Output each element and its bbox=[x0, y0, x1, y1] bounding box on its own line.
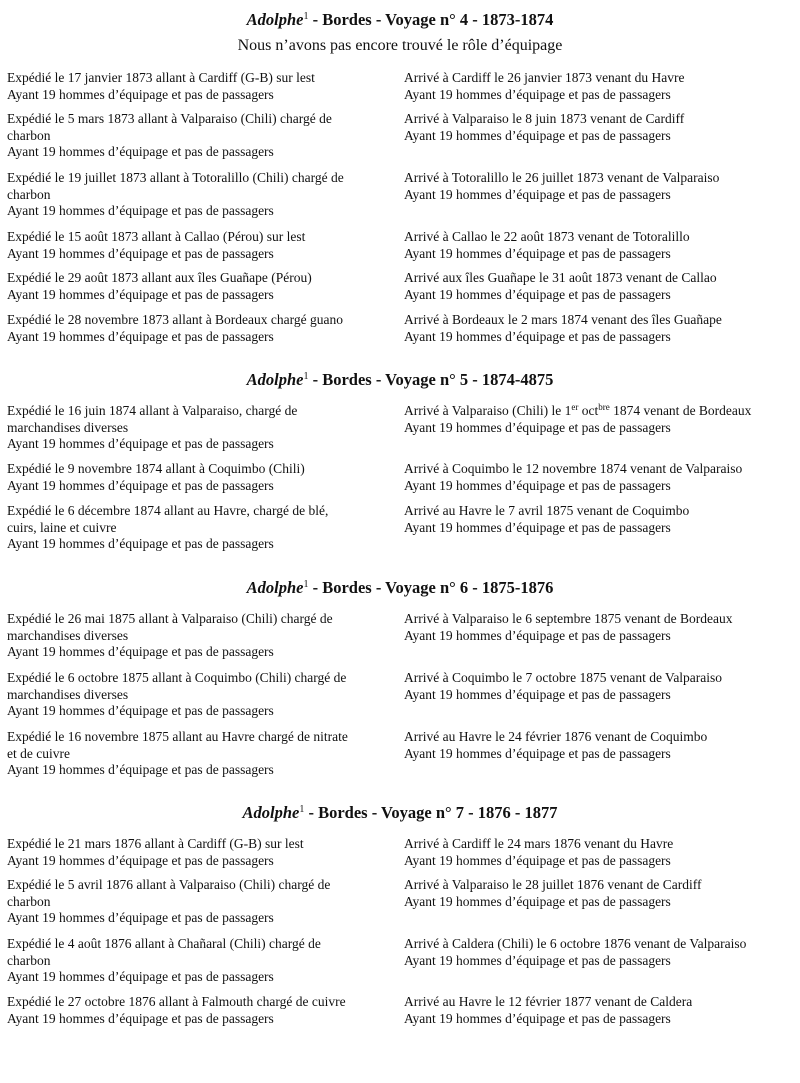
arrival-entry bbox=[404, 994, 797, 1027]
crew-line: Ayant 19 hommes d’équipage et pas de passagers bbox=[7, 644, 274, 659]
footnote-mark: 1 bbox=[303, 11, 309, 22]
crew-line: Ayant 19 hommes d’équipage et pas de passagers bbox=[7, 245, 274, 261]
departure-entry bbox=[7, 229, 382, 262]
departure-entry bbox=[7, 170, 382, 220]
footnote-mark: 1 bbox=[303, 371, 309, 382]
departure-line: marchandises diverses bbox=[7, 419, 129, 435]
departure-line: Expédié le 5 mars 1873 allant à Valparaiso (Chili) chargé de bbox=[7, 111, 332, 126]
crew-line: Ayant 19 hommes d’équipage et pas de passagers bbox=[7, 436, 274, 451]
departure-line: Expédié le 28 novembre 1873 allant à Bordeaux chargé guano bbox=[7, 312, 344, 327]
arrival-entry bbox=[404, 503, 797, 536]
crew-line: Ayant 19 hommes d’équipage et pas de passagers bbox=[7, 969, 274, 984]
arrival-entry bbox=[404, 170, 797, 203]
crew-line: Ayant 19 hommes d’équipage et pas de passagers bbox=[7, 328, 274, 344]
crew-line: Ayant 19 hommes d’équipage et pas de passagers bbox=[404, 686, 671, 702]
departure-line: et de cuivre bbox=[7, 745, 70, 761]
arrival-entry bbox=[404, 670, 797, 703]
footnote-mark: 1 bbox=[303, 579, 309, 590]
crew-line: Ayant 19 hommes d’équipage et pas de passagers bbox=[7, 86, 274, 102]
departure-line: Expédié le 19 juillet 1873 allant à Totoralillo (Chili) chargé de bbox=[7, 170, 344, 185]
crew-line: Ayant 19 hommes d’équipage et pas de passagers bbox=[7, 144, 274, 159]
arrival-entry bbox=[404, 312, 797, 345]
departure-line: Expédié le 4 août 1876 allant à Chañaral (Chili) chargé de bbox=[7, 936, 321, 951]
departure-line: charbon bbox=[7, 127, 51, 143]
departure-entry bbox=[7, 70, 382, 103]
arrival-line: Arrivé aux îles Guañape le 31 août 1873 venant de Callao bbox=[404, 270, 717, 285]
departure-line: charbon bbox=[7, 952, 51, 968]
arrival-line: Arrivé à Valparaiso (Chili) le 1er oct$^{bre}$ 1874 venant de Bordeaux bbox=[404, 402, 752, 418]
departure-entry bbox=[7, 403, 382, 453]
crew-line: Ayant 19 hommes d’équipage et pas de passagers bbox=[7, 762, 274, 777]
arrival-line: Arrivé à Callao le 22 août 1873 venant de Totoralillo bbox=[404, 229, 690, 244]
arrival-line: Arrivé au Havre le 7 avril 1875 venant de Coquimbo bbox=[404, 503, 690, 518]
crew-line: Ayant 19 hommes d’équipage et pas de passagers bbox=[7, 703, 274, 718]
voyage-heading-text: - Bordes - Voyage n° 5 - 1874-4875 bbox=[308, 370, 554, 389]
crew-line: Ayant 19 hommes d’équipage et pas de passagers bbox=[404, 186, 671, 202]
departure-line: marchandises diverses bbox=[7, 686, 129, 702]
footnote-mark: 1 bbox=[299, 804, 305, 815]
departure-line: Expédié le 16 novembre 1875 allant au Havre chargé de nitrate bbox=[7, 729, 348, 744]
departure-line: marchandises diverses bbox=[7, 627, 129, 643]
crew-line: Ayant 19 hommes d’équipage et pas de passagers bbox=[7, 203, 274, 218]
arrival-line: Arrivé à Coquimbo le 12 novembre 1874 venant de Valparaiso bbox=[404, 461, 743, 476]
ship-name: Adolphe bbox=[246, 370, 304, 389]
arrival-line: Arrivé à Coquimbo le 7 octobre 1875 venant de Valparaiso bbox=[404, 670, 723, 685]
voyage-heading-text: - Bordes - Voyage n° 7 - 1876 - 1877 bbox=[304, 803, 558, 822]
voyage-heading-text: - Bordes - Voyage n° 6 - 1875-1876 bbox=[308, 578, 554, 597]
ship-name: Adolphe bbox=[246, 578, 304, 597]
departure-line: Expédié le 17 janvier 1873 allant à Cardiff (G-B) sur lest bbox=[7, 70, 315, 85]
departure-entry bbox=[7, 994, 382, 1027]
crew-line: Ayant 19 hommes d’équipage et pas de passagers bbox=[7, 286, 274, 302]
arrival-entry bbox=[404, 111, 797, 144]
voyage-heading bbox=[0, 578, 800, 598]
departure-entry bbox=[7, 729, 382, 779]
crew-line: Ayant 19 hommes d’équipage et pas de passagers bbox=[7, 477, 274, 493]
departure-entry bbox=[7, 836, 382, 869]
arrival-line: Arrivé à Cardiff le 24 mars 1876 venant du Havre bbox=[404, 836, 674, 851]
arrival-line: Arrivé à Valparaiso le 6 septembre 1875 venant de Bordeaux bbox=[404, 611, 733, 626]
arrival-entry bbox=[404, 836, 797, 869]
departure-line: Expédié le 9 novembre 1874 allant à Coquimbo (Chili) bbox=[7, 461, 305, 476]
arrival-entry bbox=[404, 936, 797, 969]
arrival-entry bbox=[404, 877, 797, 910]
crew-line: Ayant 19 hommes d’équipage et pas de passagers bbox=[7, 852, 274, 868]
arrival-line: Arrivé à Bordeaux le 2 mars 1874 venant des îles Guañape bbox=[404, 312, 722, 327]
arrival-entry bbox=[404, 229, 797, 262]
departure-entry bbox=[7, 461, 382, 494]
departure-entry bbox=[7, 270, 382, 303]
departure-line: Expédié le 5 avril 1876 allant à Valparaiso (Chili) chargé de bbox=[7, 877, 331, 892]
voyage-heading bbox=[0, 803, 800, 823]
crew-line: Ayant 19 hommes d’équipage et pas de passagers bbox=[404, 745, 671, 761]
crew-line: Ayant 19 hommes d’équipage et pas de passagers bbox=[404, 893, 671, 909]
crew-line: Ayant 19 hommes d’équipage et pas de passagers bbox=[404, 286, 671, 302]
arrival-line: Arrivé à Caldera (Chili) le 6 octobre 1876 venant de Valparaiso bbox=[404, 936, 747, 951]
departure-line: Expédié le 29 août 1873 allant aux îles Guañape (Pérou) bbox=[7, 270, 312, 285]
crew-line: Ayant 19 hommes d’équipage et pas de passagers bbox=[404, 419, 671, 435]
crew-line: Ayant 19 hommes d’équipage et pas de passagers bbox=[404, 477, 671, 493]
crew-line: Ayant 19 hommes d’équipage et pas de passagers bbox=[7, 910, 274, 925]
voyage-heading bbox=[0, 10, 800, 30]
crew-line: Ayant 19 hommes d’équipage et pas de passagers bbox=[404, 1010, 671, 1026]
arrival-line: Arrivé à Valparaiso le 28 juillet 1876 venant de Cardiff bbox=[404, 877, 702, 892]
voyage-heading bbox=[0, 370, 800, 390]
crew-line: Ayant 19 hommes d’équipage et pas de passagers bbox=[404, 852, 671, 868]
arrival-line: Arrivé au Havre le 12 février 1877 venant de Caldera bbox=[404, 994, 693, 1009]
arrival-line: Arrivé à Valparaiso le 8 juin 1873 venant de Cardiff bbox=[404, 111, 685, 126]
ship-name: Adolphe bbox=[246, 10, 304, 29]
departure-line: Expédié le 21 mars 1876 allant à Cardiff (G-B) sur lest bbox=[7, 836, 304, 851]
departure-entry bbox=[7, 111, 382, 161]
departure-entry bbox=[7, 670, 382, 720]
departure-line: charbon bbox=[7, 186, 51, 202]
arrival-entry bbox=[404, 729, 797, 762]
arrival-line: Arrivé à Totoralillo le 26 juillet 1873 venant de Valparaiso bbox=[404, 170, 720, 185]
crew-line: Ayant 19 hommes d’équipage et pas de passagers bbox=[7, 1010, 274, 1026]
departure-line: Expédié le 6 décembre 1874 allant au Havre, chargé de blé, bbox=[7, 503, 329, 518]
departure-line: Expédié le 15 août 1873 allant à Callao (Pérou) sur lest bbox=[7, 229, 306, 244]
arrival-entry bbox=[404, 70, 797, 103]
departure-entry bbox=[7, 936, 382, 986]
crew-line: Ayant 19 hommes d’équipage et pas de passagers bbox=[404, 328, 671, 344]
departure-line: cuirs, laine et cuivre bbox=[7, 519, 117, 535]
departure-line: Expédié le 26 mai 1875 allant à Valparaiso (Chili) chargé de bbox=[7, 611, 333, 626]
departure-entry bbox=[7, 312, 382, 345]
crew-line: Ayant 19 hommes d’équipage et pas de passagers bbox=[404, 519, 671, 535]
crew-line: Ayant 19 hommes d’équipage et pas de passagers bbox=[404, 86, 671, 102]
arrival-line: Arrivé au Havre le 24 février 1876 venant de Coquimbo bbox=[404, 729, 708, 744]
arrival-entry bbox=[404, 461, 797, 494]
ship-name: Adolphe bbox=[242, 803, 300, 822]
crew-line: Ayant 19 hommes d’équipage et pas de passagers bbox=[404, 127, 671, 143]
arrival-entry bbox=[404, 611, 797, 644]
departure-line: Expédié le 6 octobre 1875 allant à Coquimbo (Chili) chargé de bbox=[7, 670, 347, 685]
departure-entry bbox=[7, 877, 382, 927]
departure-line: Expédié le 16 juin 1874 allant à Valparaiso, chargé de bbox=[7, 403, 298, 418]
arrival-entry bbox=[404, 270, 797, 303]
departure-line: charbon bbox=[7, 893, 51, 909]
crew-roll-note: Nous n’avons pas encore trouvé le rôle d’équipage bbox=[237, 37, 563, 54]
arrival-line: Arrivé à Cardiff le 26 janvier 1873 venant du Havre bbox=[404, 70, 685, 85]
crew-line: Ayant 19 hommes d’équipage et pas de passagers bbox=[404, 627, 671, 643]
departure-line: Expédié le 27 octobre 1876 allant à Falmouth chargé de cuivre bbox=[7, 994, 346, 1009]
departure-entry bbox=[7, 611, 382, 661]
crew-line: Ayant 19 hommes d’équipage et pas de passagers bbox=[404, 952, 671, 968]
voyage-heading-text: - Bordes - Voyage n° 4 - 1873-1874 bbox=[308, 10, 554, 29]
arrival-entry bbox=[404, 403, 797, 436]
departure-entry bbox=[7, 503, 382, 553]
crew-line: Ayant 19 hommes d’équipage et pas de passagers bbox=[7, 536, 274, 551]
crew-line: Ayant 19 hommes d’équipage et pas de passagers bbox=[404, 245, 671, 261]
